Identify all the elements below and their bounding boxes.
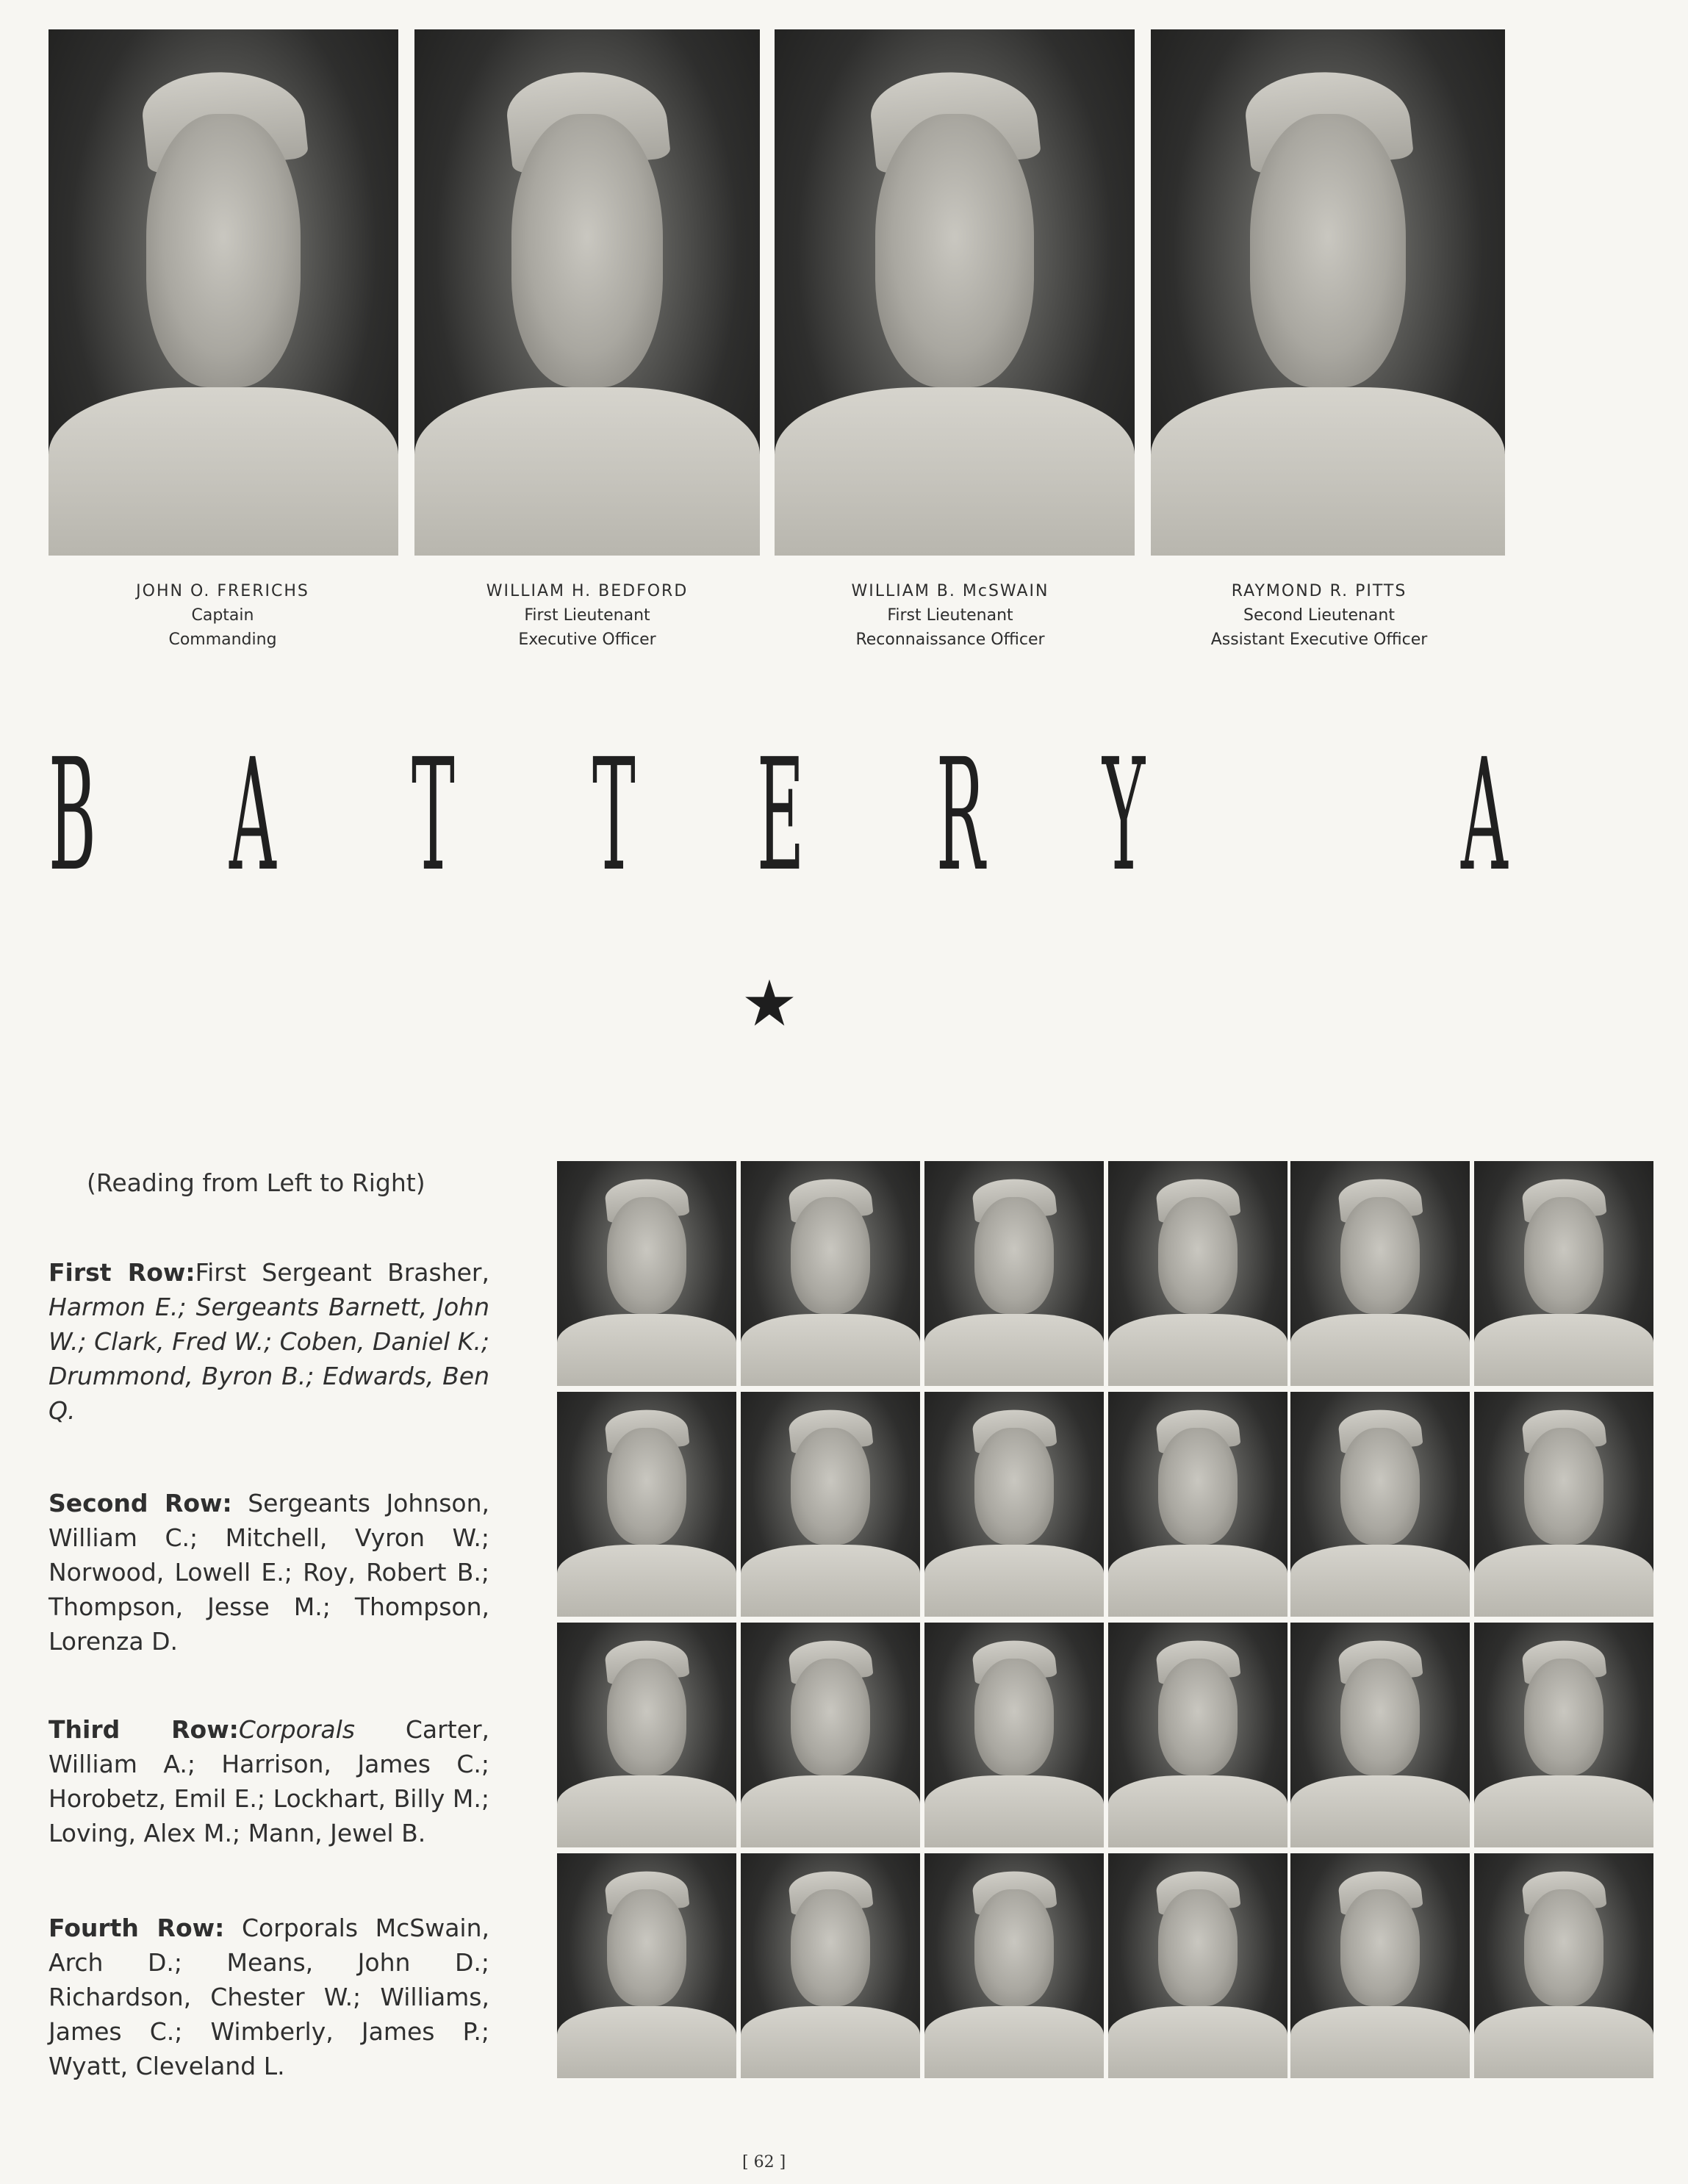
enlisted-photo bbox=[1474, 1623, 1653, 1847]
row-caption-2 bbox=[49, 1486, 489, 1659]
row-rank: Corporals bbox=[238, 1715, 355, 1744]
officer-photo-3 bbox=[775, 29, 1135, 556]
officer-caption-1 bbox=[50, 579, 395, 652]
row-caption-4 bbox=[49, 1911, 489, 2083]
enlisted-photo bbox=[924, 1392, 1104, 1617]
star-icon bbox=[744, 977, 795, 1029]
officer-role: Commanding bbox=[168, 631, 277, 649]
officer-name: WILLIAM B. McSWAIN bbox=[851, 582, 1049, 600]
title-letter-r: R bbox=[936, 725, 985, 905]
enlisted-photo bbox=[741, 1623, 920, 1847]
officer-role: Executive Officer bbox=[518, 631, 656, 649]
officer-caption-4 bbox=[1146, 579, 1492, 652]
row-caption-1 bbox=[49, 1255, 489, 1428]
enlisted-photo bbox=[1474, 1161, 1653, 1386]
reading-note: (Reading from Left to Right) bbox=[87, 1168, 425, 1197]
officer-rank: Second Lieutenant bbox=[1243, 606, 1395, 625]
officer-role: Assistant Executive Officer bbox=[1210, 631, 1428, 649]
title-letter-t2: T bbox=[592, 725, 636, 905]
officer-photo-1 bbox=[49, 29, 398, 556]
officer-name: WILLIAM H. BEDFORD bbox=[486, 582, 689, 600]
row-label: Fourth Row: bbox=[49, 1914, 225, 1942]
title-letter-t1: T bbox=[412, 725, 455, 905]
enlisted-photo bbox=[1108, 1392, 1287, 1617]
enlisted-photo bbox=[1108, 1161, 1287, 1386]
officer-photo-4 bbox=[1151, 29, 1505, 556]
enlisted-photo bbox=[741, 1161, 920, 1386]
officer-rank: Captain bbox=[191, 606, 254, 625]
enlisted-photo bbox=[1474, 1853, 1653, 2078]
enlisted-photo bbox=[741, 1392, 920, 1617]
row-names: Corporals McSwain, Arch D.; Means, John D.; Richardson, Chester W.; Williams, James C.; Wimberly, James P.; Wyatt, Cleveland L. bbox=[49, 1914, 489, 2080]
enlisted-photo bbox=[741, 1853, 920, 2078]
enlisted-photo bbox=[924, 1161, 1104, 1386]
row-label: Second Row: bbox=[49, 1489, 232, 1517]
row-rank: First Sergeant bbox=[195, 1258, 372, 1287]
title-letter-b: B bbox=[49, 725, 96, 905]
enlisted-photo bbox=[557, 1853, 736, 2078]
enlisted-photo bbox=[924, 1623, 1104, 1847]
enlisted-photo bbox=[1290, 1392, 1470, 1617]
page-number: [ 62 ] bbox=[742, 2153, 786, 2172]
officer-rank: First Lieutenant bbox=[524, 606, 650, 625]
officer-rank: First Lieutenant bbox=[887, 606, 1013, 625]
officer-photo-2 bbox=[414, 29, 760, 556]
officer-caption-2 bbox=[414, 579, 760, 652]
officer-name: RAYMOND R. PITTS bbox=[1231, 582, 1407, 600]
enlisted-photo bbox=[1108, 1853, 1287, 2078]
row-names: Carter, William A.; Harrison, James C.; Horobetz, Emil E.; Lockhart, Billy M.; Loving, Alex M.; Mann, Jewel B. bbox=[49, 1715, 489, 1847]
officer-caption-3 bbox=[777, 579, 1123, 652]
enlisted-photo bbox=[1108, 1623, 1287, 1847]
enlisted-photo bbox=[924, 1853, 1104, 2078]
enlisted-photo bbox=[1474, 1392, 1653, 1617]
title-letter-a: A bbox=[229, 725, 276, 905]
row-label: Third Row: bbox=[49, 1715, 239, 1744]
title-letter-a2: A bbox=[1461, 725, 1508, 905]
enlisted-photo bbox=[1290, 1623, 1470, 1847]
enlisted-photo bbox=[557, 1392, 736, 1617]
row-names: Sergeants Johnson, William C.; Mitchell, Vyron W.; Norwood, Lowell E.; Roy, Robert B.; Thompson, Jesse M.; Thompson, Lorenza D. bbox=[49, 1489, 489, 1656]
officer-name: JOHN O. FRERICHS bbox=[136, 582, 309, 600]
row-label: First Row: bbox=[49, 1258, 195, 1287]
enlisted-photo bbox=[557, 1623, 736, 1847]
enlisted-photo bbox=[557, 1161, 736, 1386]
officer-role: Reconnaissance Officer bbox=[855, 631, 1045, 649]
title-letter-e: E bbox=[757, 725, 805, 905]
row-names-cont: Harmon E.; Sergeants Barnett, John W.; Clark, Fred W.; Coben, Daniel K.; Drummond, Byron B.; Edwards, Ben Q. bbox=[49, 1293, 489, 1425]
title-letter-y: Y bbox=[1102, 725, 1146, 905]
row-caption-3 bbox=[49, 1712, 489, 1850]
enlisted-photo bbox=[1290, 1161, 1470, 1386]
enlisted-photo bbox=[1290, 1853, 1470, 2078]
row-names: Brasher, bbox=[371, 1258, 489, 1287]
